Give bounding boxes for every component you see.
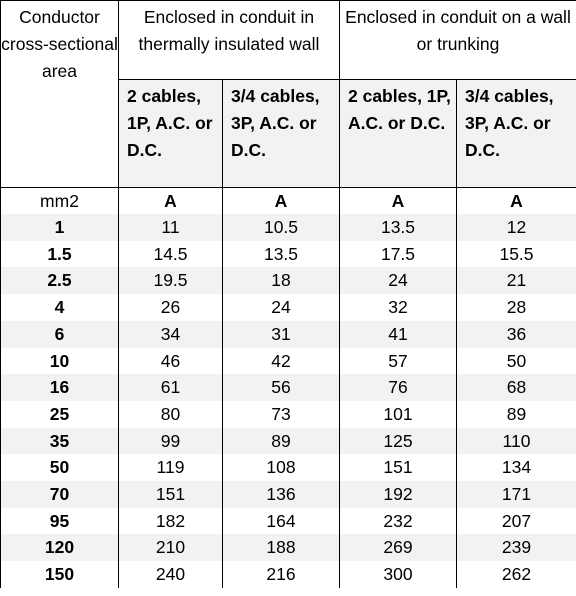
current-rating-cell: 188	[223, 534, 340, 561]
table-row	[1, 481, 576, 508]
current-rating-cell: 80	[119, 401, 223, 428]
current-rating-cell: 73	[223, 401, 340, 428]
insulated-wall-group-header: Enclosed in conduit in thermally insulated wall	[119, 1, 340, 80]
current-rating-cell: 32	[340, 294, 457, 321]
header-row	[1, 1, 576, 80]
conductor-size-cell: 95	[1, 508, 119, 535]
current-rating-cell: 12	[457, 214, 576, 241]
current-rating-cell: 192	[340, 481, 457, 508]
current-rating-cell: 239	[457, 534, 576, 561]
current-rating-cell: 15.5	[457, 241, 576, 268]
conductor-size-cell: 16	[1, 374, 119, 401]
table-row	[1, 267, 576, 294]
current-rating-cell: 240	[119, 561, 223, 588]
current-rating-cell: 110	[457, 428, 576, 455]
unit-cell: A	[340, 188, 457, 215]
subheader-cell: 3/4 cables, 3P, A.C. or D.C.	[223, 80, 340, 188]
subheader-cell: 3/4 cables, 3P, A.C. or D.C.	[457, 80, 576, 188]
current-rating-cell: 26	[119, 294, 223, 321]
table-row	[1, 294, 576, 321]
current-rating-cell: 89	[457, 401, 576, 428]
current-rating-cell: 164	[223, 508, 340, 535]
table-row	[1, 561, 576, 588]
conductor-size-cell: 50	[1, 454, 119, 481]
current-rating-cell: 61	[119, 374, 223, 401]
conductor-size-cell: 1.5	[1, 241, 119, 268]
conductor-size-cell: 25	[1, 401, 119, 428]
current-rating-cell: 262	[457, 561, 576, 588]
conductor-size-cell: 2.5	[1, 267, 119, 294]
current-rating-cell: 171	[457, 481, 576, 508]
conductor-size-cell: 4	[1, 294, 119, 321]
table-row	[1, 241, 576, 268]
conductor-size-cell: 70	[1, 481, 119, 508]
current-rating-cell: 10.5	[223, 214, 340, 241]
table-row	[1, 321, 576, 348]
current-rating-cell: 11	[119, 214, 223, 241]
current-rating-cell: 14.5	[119, 241, 223, 268]
current-rating-cell: 300	[340, 561, 457, 588]
conductor-size-cell: 120	[1, 534, 119, 561]
table-row	[1, 428, 576, 455]
current-rating-cell: 42	[223, 348, 340, 375]
current-rating-cell: 41	[340, 321, 457, 348]
current-rating-cell: 182	[119, 508, 223, 535]
current-rating-cell: 119	[119, 454, 223, 481]
current-rating-cell: 24	[340, 267, 457, 294]
table-row	[1, 348, 576, 375]
table-row	[1, 401, 576, 428]
current-rating-cell: 232	[340, 508, 457, 535]
units-row	[1, 188, 576, 215]
current-rating-cell: 76	[340, 374, 457, 401]
conductor-size-cell: 35	[1, 428, 119, 455]
current-rating-cell: 57	[340, 348, 457, 375]
conductor-area-header: Conductor cross-sectional area	[1, 1, 119, 188]
current-rating-cell: 125	[340, 428, 457, 455]
wall-trunking-group-header: Enclosed in conduit on a wall or trunking	[340, 1, 576, 80]
current-rating-cell: 136	[223, 481, 340, 508]
conductor-size-cell: 1	[1, 214, 119, 241]
current-rating-cell: 50	[457, 348, 576, 375]
current-rating-cell: 99	[119, 428, 223, 455]
unit-cell: A	[223, 188, 340, 215]
conductor-size-cell: 10	[1, 348, 119, 375]
unit-cell: A	[457, 188, 576, 215]
table-row	[1, 454, 576, 481]
current-rating-cell: 19.5	[119, 267, 223, 294]
current-rating-cell: 269	[340, 534, 457, 561]
current-rating-cell: 46	[119, 348, 223, 375]
current-rating-cell: 13.5	[340, 214, 457, 241]
conductor-size-cell: 6	[1, 321, 119, 348]
current-rating-cell: 18	[223, 267, 340, 294]
table-row	[1, 534, 576, 561]
current-rating-cell: 28	[457, 294, 576, 321]
current-rating-cell: 210	[119, 534, 223, 561]
current-rating-cell: 13.5	[223, 241, 340, 268]
current-rating-cell: 56	[223, 374, 340, 401]
current-rating-cell: 34	[119, 321, 223, 348]
current-rating-cell: 21	[457, 267, 576, 294]
current-rating-cell: 24	[223, 294, 340, 321]
subheader-cell: 2 cables, 1P, A.C. or D.C.	[119, 80, 223, 188]
current-rating-cell: 207	[457, 508, 576, 535]
current-rating-cell: 134	[457, 454, 576, 481]
table-row	[1, 214, 576, 241]
current-rating-cell: 36	[457, 321, 576, 348]
table-row	[1, 508, 576, 535]
current-rating-cell: 89	[223, 428, 340, 455]
unit-cell: A	[119, 188, 223, 215]
current-rating-cell: 31	[223, 321, 340, 348]
current-rating-cell: 101	[340, 401, 457, 428]
current-rating-cell: 68	[457, 374, 576, 401]
subheader-cell: 2 cables, 1P, A.C. or D.C.	[340, 80, 457, 188]
table-row	[1, 374, 576, 401]
current-rating-cell: 108	[223, 454, 340, 481]
current-rating-cell: 151	[340, 454, 457, 481]
current-rating-cell: 216	[223, 561, 340, 588]
conductor-size-cell: 150	[1, 561, 119, 588]
current-rating-cell: 17.5	[340, 241, 457, 268]
unit-cell: mm2	[1, 188, 119, 215]
table-body	[1, 214, 576, 588]
current-rating-cell: 151	[119, 481, 223, 508]
